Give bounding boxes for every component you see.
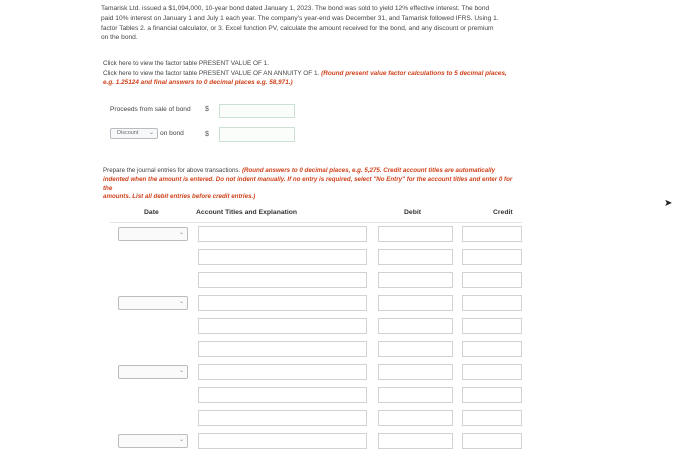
credit-input[interactable] xyxy=(462,341,522,357)
debit-input[interactable] xyxy=(378,226,453,242)
debit-input[interactable] xyxy=(378,318,453,334)
credit-input[interactable] xyxy=(462,318,522,334)
account-title-input[interactable] xyxy=(198,433,367,449)
account-title-input[interactable] xyxy=(198,364,367,380)
rounding-note: (Round present value factor calculations to 5 decimal places, xyxy=(321,69,507,77)
credit-input[interactable] xyxy=(462,433,522,449)
account-title-input[interactable] xyxy=(198,295,367,311)
account-title-input[interactable] xyxy=(198,387,367,403)
chevron-down-icon: ⌄ xyxy=(178,368,184,374)
link-present-value-annuity[interactable]: Click here to view the factor table PRESENT VALUE OF AN ANNUITY OF 1. xyxy=(103,69,320,77)
instruction-row xyxy=(103,167,523,176)
link-row xyxy=(103,69,533,79)
chevron-down-icon: ⌄ xyxy=(178,299,184,305)
debit-input[interactable] xyxy=(378,295,453,311)
credit-input[interactable] xyxy=(462,410,522,426)
link-present-value-of-1[interactable]: Click here to view the factor table PRESENT VALUE OF 1. xyxy=(103,60,269,67)
account-title-input[interactable] xyxy=(198,272,367,288)
rounding-note-example: e.g. 1.25124 and final answers to 0 decimal places e.g. 58,971.) xyxy=(103,79,293,87)
date-select[interactable] xyxy=(118,365,188,379)
mouse-pointer-icon: ➤ xyxy=(664,198,673,209)
discount-suffix-label: on bond xyxy=(160,130,184,137)
instruction-note: (Round answers to 0 decimal places, e.g. 5,275. Credit account titles are automatically xyxy=(241,167,496,174)
credit-input[interactable] xyxy=(462,387,522,403)
account-title-input[interactable] xyxy=(198,249,367,265)
credit-input[interactable] xyxy=(462,249,522,265)
problem-line: factor Tables 2. a financial calculator, or 3. Excel function PV, calculate the amount received for the bond, and any discount or premium xyxy=(101,24,494,32)
date-select[interactable] xyxy=(118,227,188,241)
date-select[interactable] xyxy=(118,296,188,310)
chevron-down-icon: ⌄ xyxy=(178,230,184,236)
column-header-date: Date xyxy=(144,209,159,216)
credit-input[interactable] xyxy=(462,295,522,311)
account-title-input[interactable] xyxy=(198,226,367,242)
problem-line: Tamarisk Ltd. issued a $1,094,000, 10-year bond dated January 1, 2023. The bond was sold to yield 12% effective interest. The bond xyxy=(101,5,490,12)
column-header-credit: Credit xyxy=(493,209,513,216)
problem-line: on the bond. xyxy=(101,34,138,42)
discount-select-value: Discount xyxy=(117,130,139,136)
factor-table-links xyxy=(103,59,533,88)
currency-symbol: $ xyxy=(205,106,209,113)
debit-input[interactable] xyxy=(378,364,453,380)
instruction-text: Prepare the journal entries for above transactions. xyxy=(103,167,241,174)
account-title-input[interactable] xyxy=(198,318,367,334)
column-header-account: Account Titles and Explanation xyxy=(196,209,298,216)
instruction-note: indented when the amount is entered. Do not indent manually. If no entry is required, select "No Entry" for the account titles and enter 0 for the xyxy=(103,175,513,192)
problem-statement xyxy=(101,4,531,43)
debit-input[interactable] xyxy=(378,341,453,357)
chevron-down-icon: ⌄ xyxy=(178,437,184,443)
credit-input[interactable] xyxy=(462,364,522,380)
credit-input[interactable] xyxy=(462,272,522,288)
account-title-input[interactable] xyxy=(198,410,367,426)
problem-line: paid 10% interest on January 1 and July 1 each year. The company's year-end was December 31, and Tamarisk followed IFRS. Using 1. xyxy=(101,14,499,22)
proceeds-label: Proceeds from sale of bond xyxy=(110,106,191,113)
date-select[interactable] xyxy=(118,434,188,448)
debit-input[interactable] xyxy=(378,272,453,288)
discount-amount-input[interactable] xyxy=(219,127,295,142)
proceeds-input[interactable] xyxy=(219,104,295,118)
debit-input[interactable] xyxy=(378,410,453,426)
header-divider xyxy=(110,222,522,223)
discount-premium-select[interactable] xyxy=(110,128,158,139)
debit-input[interactable] xyxy=(378,387,453,403)
debit-input[interactable] xyxy=(378,249,453,265)
journal-instructions xyxy=(103,167,523,202)
debit-input[interactable] xyxy=(378,433,453,449)
credit-input[interactable] xyxy=(462,226,522,242)
currency-symbol: $ xyxy=(205,131,209,138)
column-header-debit: Debit xyxy=(404,209,421,216)
instruction-note: amounts. List all debit entries before credit entries.) xyxy=(103,193,256,201)
chevron-down-icon: ⌄ xyxy=(148,130,154,136)
account-title-input[interactable] xyxy=(198,341,367,357)
